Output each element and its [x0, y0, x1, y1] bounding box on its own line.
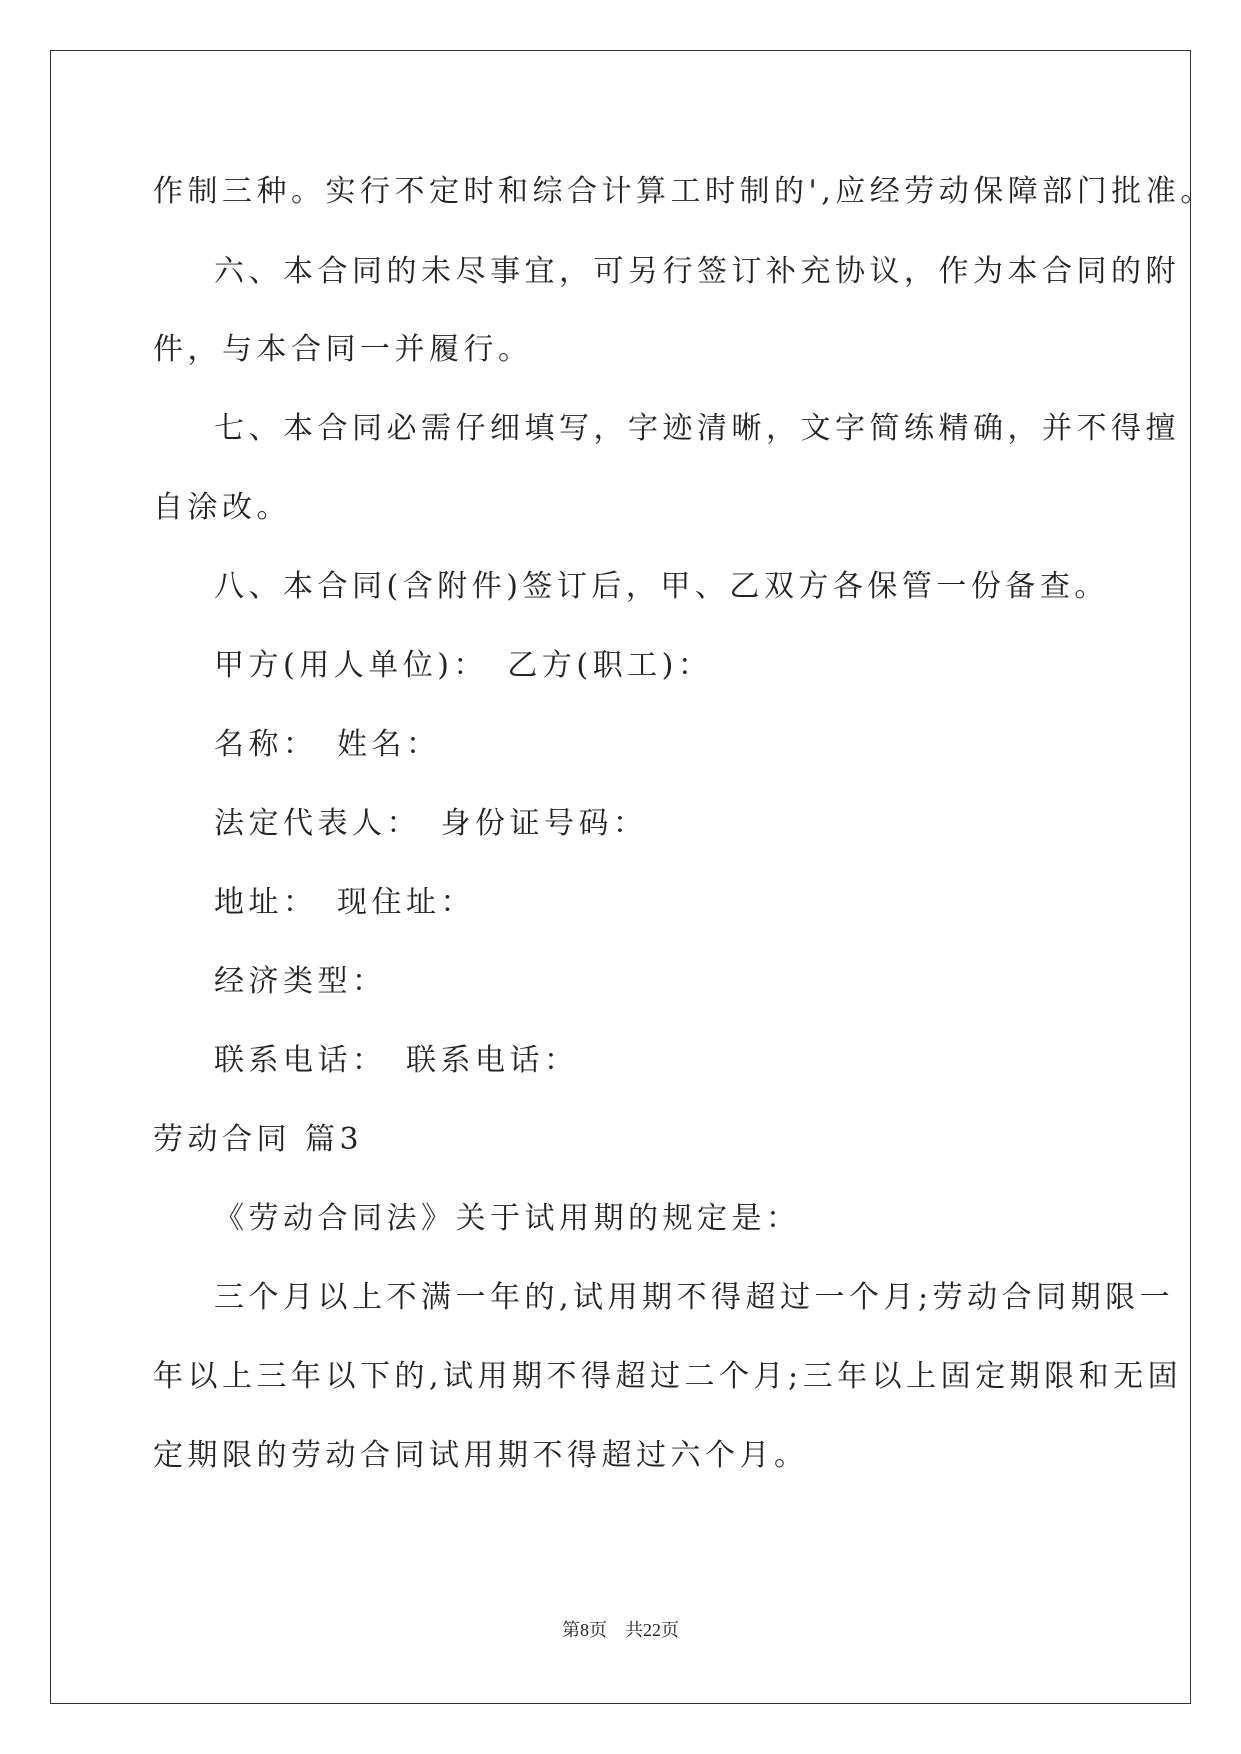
body-line-4: 七、本合同必需仔细填写，字迹清晰，文字简练精确，并不得擅 [214, 411, 1180, 446]
body-line-6: 八、本合同(含附件)签订后，甲、乙双方各保管一份备查。 [214, 569, 1109, 604]
signature-address-line: 地址： 现住址： [214, 885, 475, 920]
signature-phone-line: 联系电话： 联系电话： [214, 1043, 579, 1078]
signature-economic-type-line: 经济类型： [214, 964, 387, 999]
body-line-2: 六、本合同的未尽事宜，可另行签订补充协议，作为本合同的附 [214, 254, 1180, 289]
section-heading: 劳动合同 篇3 [153, 1122, 364, 1157]
signature-party-line: 甲方(用人单位)： 乙方(职工)： [214, 648, 713, 683]
signature-representative-line: 法定代表人： 身份证号码： [214, 806, 648, 841]
body-line-16: 年以上三年以下的,试用期不得超过二个月;三年以上固定期限和无固 [153, 1359, 1183, 1394]
body-line-15: 三个月以上不满一年的,试用期不得超过一个月;劳动合同期限一 [214, 1280, 1175, 1315]
body-line-14: 《劳动合同法》关于试用期的规定是： [214, 1201, 801, 1236]
signature-name-line: 名称： 姓名： [214, 727, 441, 762]
page-number-footer: 第8页 共22页 [562, 1620, 679, 1640]
body-line-17: 定期限的劳动合同试用期不得超过六个月。 [153, 1438, 809, 1473]
body-line-3: 件，与本合同一并履行。 [153, 332, 533, 367]
body-line-1: 作制三种。实行不定时和综合计算工时制的',应经劳动保障部门批准。 [153, 174, 1215, 209]
body-line-5: 自涂改。 [153, 490, 291, 525]
